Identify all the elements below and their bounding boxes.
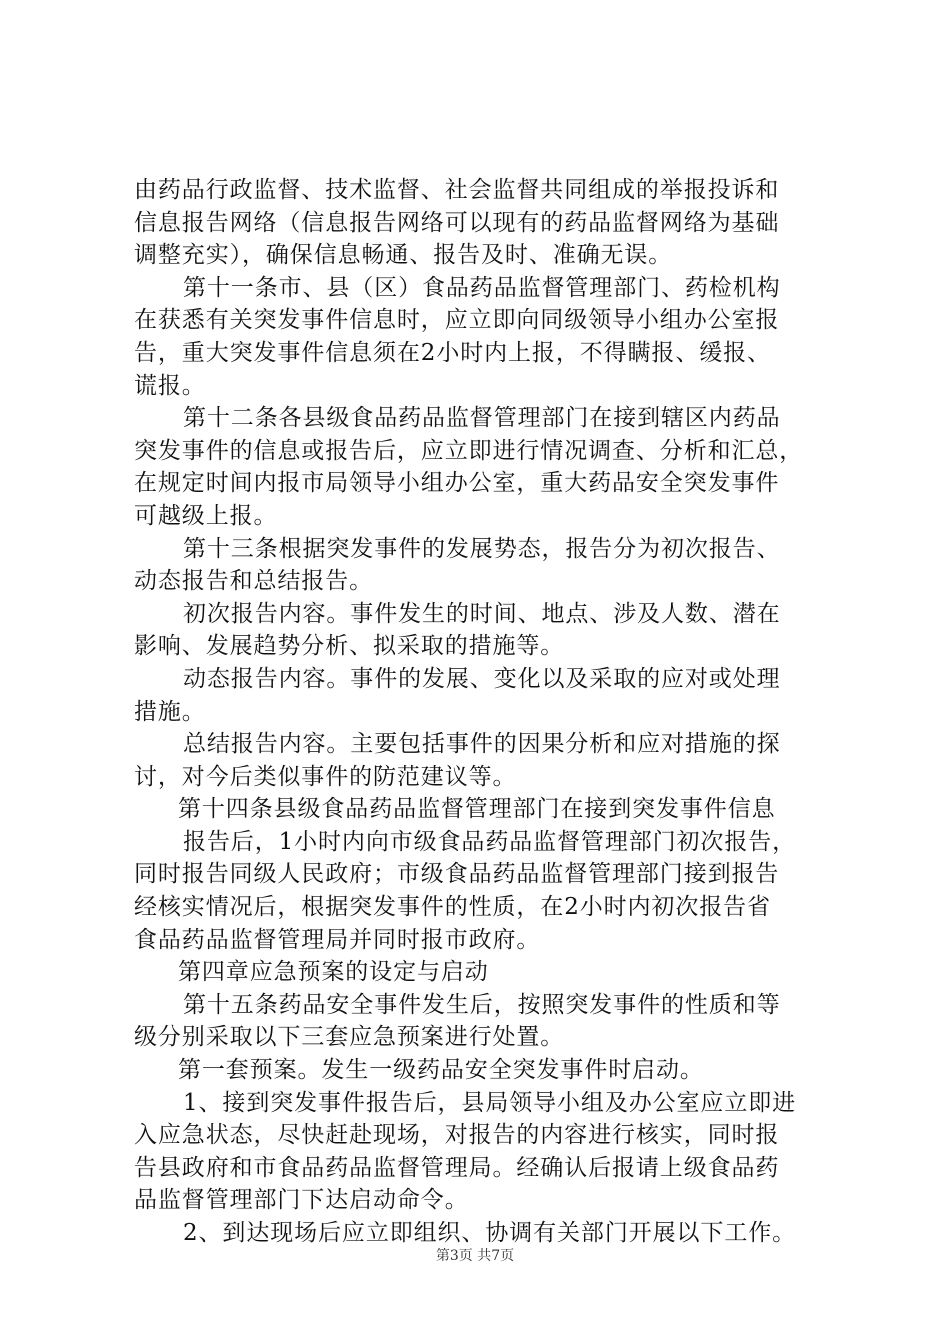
text-line: 动态报告和总结报告。 [134, 568, 373, 595]
item-2-line: 2、到达现场后应立即组织、协调有关部门开展以下工作。 [183, 1220, 797, 1246]
text-line: 措施。 [134, 698, 206, 725]
article-15-line: 第十五条药品安全事件发生后，按照突发事件的性质和等 [183, 991, 781, 1018]
text-line: 突发事件的信息或报告后，应立即进行情况调查、分析和汇总， [134, 437, 804, 464]
article-14-line: 第十四条县级食品药品监督管理部门在接到突发事件信息 [178, 796, 776, 823]
text-line: 入应急状态，尽快赶赴现场，对报告的内容进行核实，同时报 [134, 1122, 780, 1149]
text-line: 品监督管理部门下达启动命令。 [134, 1187, 469, 1214]
initial-report-line: 初次报告内容。事件发生的时间、地点、涉及人数、潜在 [183, 600, 781, 627]
text-line: 由药品行政监督、技术监督、社会监督共同组成的举报投诉和 [134, 177, 780, 203]
text-line: 可越级上报。 [134, 502, 278, 529]
article-13-line: 第十三条根据突发事件的发展势态，报告分为初次报告、 [183, 535, 781, 562]
page-number-footer: 第3页 共7页 [435, 1248, 515, 1264]
text-line: 调整充实），确保信息畅通、报告及时、准确无误。 [134, 242, 673, 269]
text-line: 食品药品监督管理局并同时报市政府。 [134, 926, 541, 953]
text-line: 在规定时间内报市局领导小组办公室，重大药品安全突发事件 [134, 470, 780, 497]
text-line: 讨，对今后类似事件的防范建议等。 [134, 763, 517, 790]
text-line: 告县政府和市食品药品监督管理局。经确认后报请上级食品药 [134, 1154, 780, 1181]
article-11-line: 第十一条市、县（区）食品药品监督管理部门、药检机构 [183, 274, 781, 301]
item-1-line: 1、接到突发事件报告后，县局领导小组及办公室应立即进 [183, 1089, 797, 1116]
text-line: 同时报告同级人民政府；市级食品药品监督管理部门接到报告 [134, 861, 780, 888]
text-line: 谎报。 [134, 372, 206, 399]
document-body [134, 174, 834, 1250]
article-12-line: 第十二条各县级食品药品监督管理部门在接到辖区内药品 [183, 405, 781, 432]
plan-1-line: 第一套预案。发生一级药品安全突发事件时启动。 [178, 1057, 704, 1084]
chapter-4-heading: 第四章应急预案的设定与启动 [178, 959, 489, 986]
summary-report-line: 总结报告内容。主要包括事件的因果分析和应对措施的探 [183, 731, 781, 758]
text-line: 级分别采取以下三套应急预案进行处置。 [134, 1024, 565, 1051]
dynamic-report-line: 动态报告内容。事件的发展、变化以及采取的应对或处理 [183, 665, 781, 692]
text-line: 在获悉有关突发事件信息时，应立即向同级领导小组办公室报 [134, 307, 780, 334]
text-line: 告，重大突发事件信息须在2小时内上报，不得瞒报、缓报、 [134, 339, 771, 366]
text-line: 信息报告网络（信息报告网络可以现有的药品监督网络为基础 [134, 209, 780, 236]
text-line: 影响、发展趋势分析、拟采取的措施等。 [134, 633, 565, 660]
text-line: 报告后，1小时内向市级食品药品监督管理部门初次报告， [183, 828, 797, 855]
text-line: 经核实情况后，根据突发事件的性质，在2小时内初次报告省 [134, 894, 771, 921]
